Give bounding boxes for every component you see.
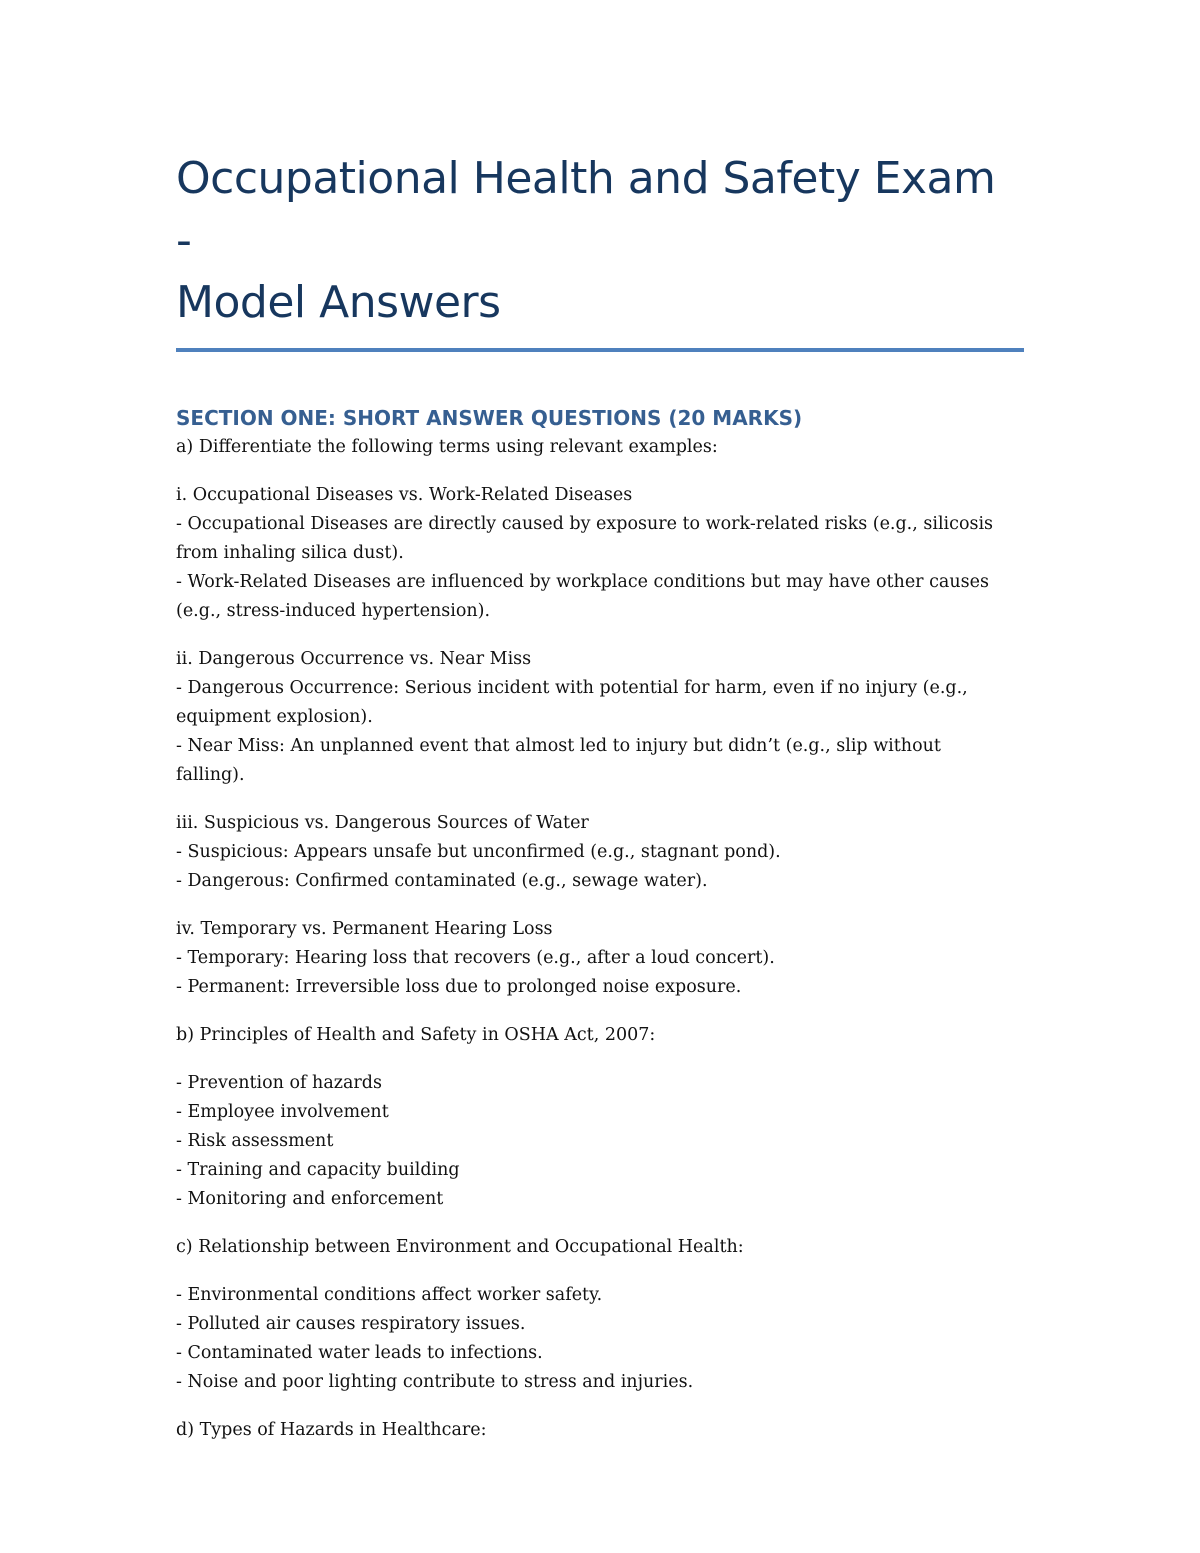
list-item: - Monitoring and enforcement (176, 1189, 444, 1209)
list-item: - Polluted air causes respiratory issues. (176, 1314, 526, 1334)
answer-a-iii-line: - Dangerous: Confirmed contaminated (e.g., sewage water). (176, 871, 708, 891)
answer-a-ii-line: falling). (176, 765, 245, 785)
answer-a-iv-heading: iv. Temporary vs. Permanent Hearing Loss (176, 919, 553, 939)
document-body (176, 148, 1024, 1445)
list-item: - Prevention of hazards (176, 1073, 382, 1093)
answer-a-ii-line: equipment explosion). (176, 707, 373, 727)
answer-a-i-line: - Work-Related Diseases are influenced by workplace conditions but may have other causes (176, 572, 989, 592)
list-item: - Employee involvement (176, 1102, 389, 1122)
section-heading: SECTION ONE: SHORT ANSWER QUESTIONS (20 MARKS) (176, 406, 803, 430)
answer-a-iii (176, 809, 1024, 896)
list-item: - Noise and poor lighting contribute to stress and injuries. (176, 1372, 694, 1392)
answer-a-i-line: (e.g., stress-induced hypertension). (176, 601, 491, 621)
answer-a-i-line: - Occupational Diseases are directly caused by exposure to work-related risks (e.g., silicosis (176, 514, 994, 534)
title-line-1: Occupational Health and Safety Exam - (176, 153, 996, 266)
answer-a-iii-line: - Suspicious: Appears unsafe but unconfirmed (e.g., stagnant pond). (176, 842, 781, 862)
question-d: d) Types of Hazards in Healthcare: (176, 1420, 487, 1440)
list-item: - Environmental conditions affect worker safety. (176, 1285, 603, 1305)
list-item: - Contaminated water leads to infections. (176, 1343, 543, 1363)
answer-a-iv (176, 915, 1024, 1002)
answer-a-i-heading: i. Occupational Diseases vs. Work-Related Diseases (176, 485, 633, 505)
answer-a-ii-line: - Near Miss: An unplanned event that almost led to injury but didn’t (e.g., slip without (176, 736, 941, 756)
answer-a-ii-heading: ii. Dangerous Occurrence vs. Near Miss (176, 649, 532, 669)
answer-a-ii (176, 645, 1024, 790)
answer-b-list (176, 1069, 1024, 1214)
answer-c-list (176, 1281, 1024, 1397)
question-b: b) Principles of Health and Safety in OSHA Act, 2007: (176, 1025, 656, 1045)
answer-a-ii-line: - Dangerous Occurrence: Serious incident with potential for harm, even if no injury (e.g., (176, 678, 968, 698)
answer-a-iii-heading: iii. Suspicious vs. Dangerous Sources of Water (176, 813, 589, 833)
document-title (176, 148, 1024, 334)
answer-a-iv-line: - Temporary: Hearing loss that recovers (e.g., after a loud concert). (176, 948, 775, 968)
list-item: - Risk assessment (176, 1131, 334, 1151)
list-item: - Training and capacity building (176, 1160, 460, 1180)
answer-a-i-line: from inhaling silica dust). (176, 543, 404, 563)
title-underline-rule (176, 348, 1024, 352)
question-c: c) Relationship between Environment and Occupational Health: (176, 1237, 744, 1257)
title-line-2: Model Answers (176, 277, 501, 328)
question-a: a) Differentiate the following terms using relevant examples: (176, 437, 718, 457)
answer-a-i (176, 481, 1024, 626)
answer-a-iv-line: - Permanent: Irreversible loss due to prolonged noise exposure. (176, 977, 742, 997)
